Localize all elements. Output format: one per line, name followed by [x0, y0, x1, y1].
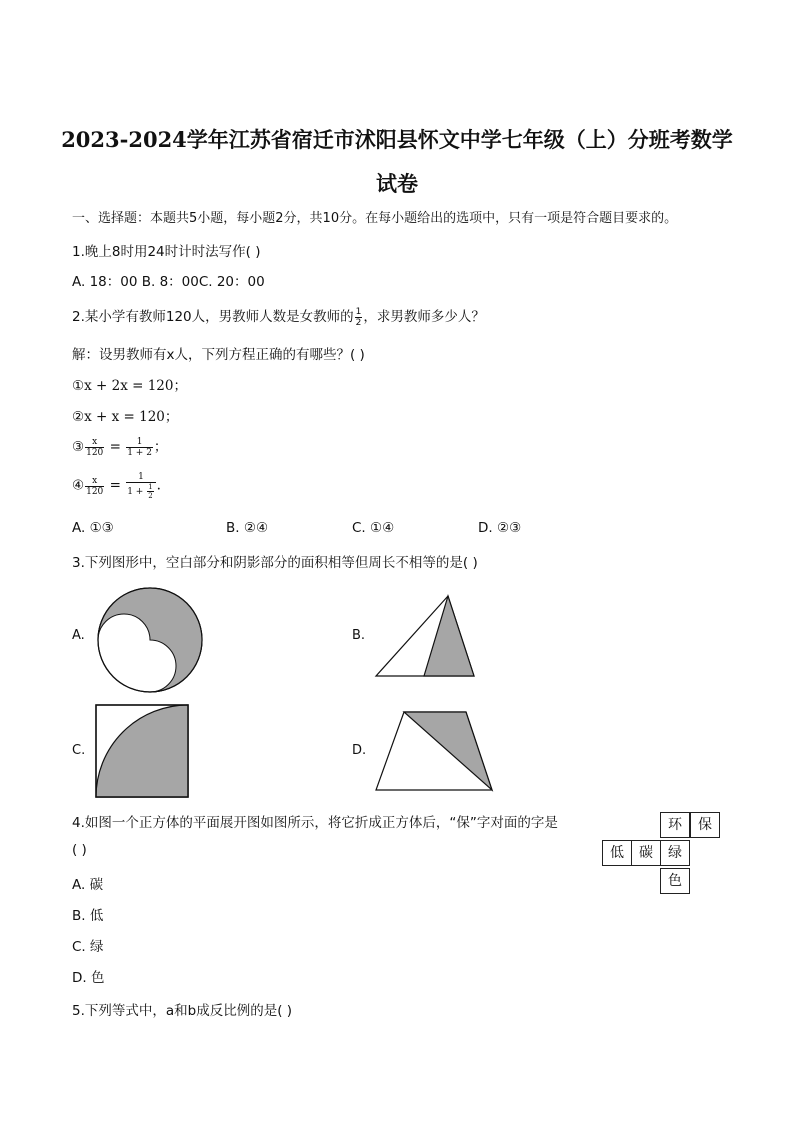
- q2-solve: 解：设男教师有x人，下列方程正确的有哪些？( ): [72, 347, 365, 363]
- frac-1-over-1p-half: 1 1 + $\frac{1}{2}$: [126, 472, 155, 500]
- figure-a-yinyang: [94, 584, 206, 696]
- q5-stem: 5.下列等式中，a和b成反比例的是( ): [72, 1003, 293, 1019]
- net-cell-huan: 环: [660, 812, 690, 838]
- figure-c-square-arc: [94, 703, 190, 799]
- q3-label-c: C.: [72, 743, 86, 758]
- frac-num: 1: [355, 306, 362, 317]
- frac-den: 2: [355, 317, 362, 328]
- net-cell-tan: 碳: [631, 840, 661, 866]
- q2-option-a: A. ①③: [72, 520, 114, 536]
- fraction-half: [355, 307, 363, 328]
- net-cell-lv: 绿: [660, 840, 690, 866]
- q4-option-c: C. 绿: [72, 939, 104, 955]
- q2-option-b: B. ②④: [226, 520, 269, 536]
- q4-option-b: B. 低: [72, 908, 104, 924]
- frac-x-120: $\frac{x}{120}$: [86, 437, 104, 458]
- q2-option-d: D. ②③: [478, 520, 522, 536]
- title-line-2: 试卷: [376, 171, 418, 196]
- q4-stem: 4.如图一个正方体的平面展开图如图所示，将它折成正方体后，“保”字对面的字是: [72, 815, 558, 831]
- frac-x-120: $\frac{x}{120}$: [86, 475, 104, 497]
- q4-option-a: A. 碳: [72, 877, 104, 893]
- q3-label-b: B.: [352, 628, 366, 643]
- frac-1-over-1p2: $\frac{1}{1 + 2}$: [127, 437, 152, 458]
- section-heading: 一、选择题：本题共5小题，每小题2分，共10分。在每小题给出的选项中，只有一项是符合题目要求的。: [72, 211, 678, 226]
- q1-options: A. 18：00 B. 8：00C. 20：00: [72, 274, 265, 290]
- q2-eq3: ③ $\frac{x}{120}$ = $\frac{1}{1 + 2}$ ；: [72, 437, 168, 458]
- cube-net: [602, 812, 722, 898]
- figure-d-trapezoid: [372, 708, 496, 794]
- q2-option-c: C. ①④: [352, 520, 395, 536]
- q1-stem: 1.晚上8时用24时计时法写作( ): [72, 244, 261, 260]
- q3-label-d: D.: [352, 743, 367, 758]
- q2-stem-b: ，求男教师多少人？: [363, 309, 485, 325]
- title-line-1: 2023-2024学年江苏省宿迁市沭阳县怀文中学七年级（上）分班考数学: [61, 127, 733, 152]
- q2-eq2: ②x + x = 120；: [72, 409, 179, 425]
- net-cell-di: 低: [602, 840, 632, 866]
- q2-eq4: ④ $\frac{x}{120}$ = 1 1 + $\frac{1}{2}$ .: [72, 472, 161, 500]
- q3-stem: 3.下列图形中，空白部分和阴影部分的面积相等但周长不相等的是( ): [72, 555, 478, 571]
- eq3-mark: ③: [72, 439, 85, 455]
- q2-stem: [72, 305, 485, 328]
- q3-label-a: A.: [72, 628, 85, 643]
- eq4-mark: ④: [72, 477, 85, 494]
- q4-option-d: D. 色: [72, 970, 105, 986]
- net-cell-bao: 保: [690, 812, 720, 838]
- figure-b-triangle: [372, 592, 478, 680]
- q4-paren: ( ): [72, 842, 87, 858]
- q2-eq1: ①x + 2x = 120；: [72, 378, 187, 394]
- q2-stem-a: 2.某小学有教师120人，男教师人数是女教师的: [72, 309, 354, 325]
- net-cell-se: 色: [660, 868, 690, 894]
